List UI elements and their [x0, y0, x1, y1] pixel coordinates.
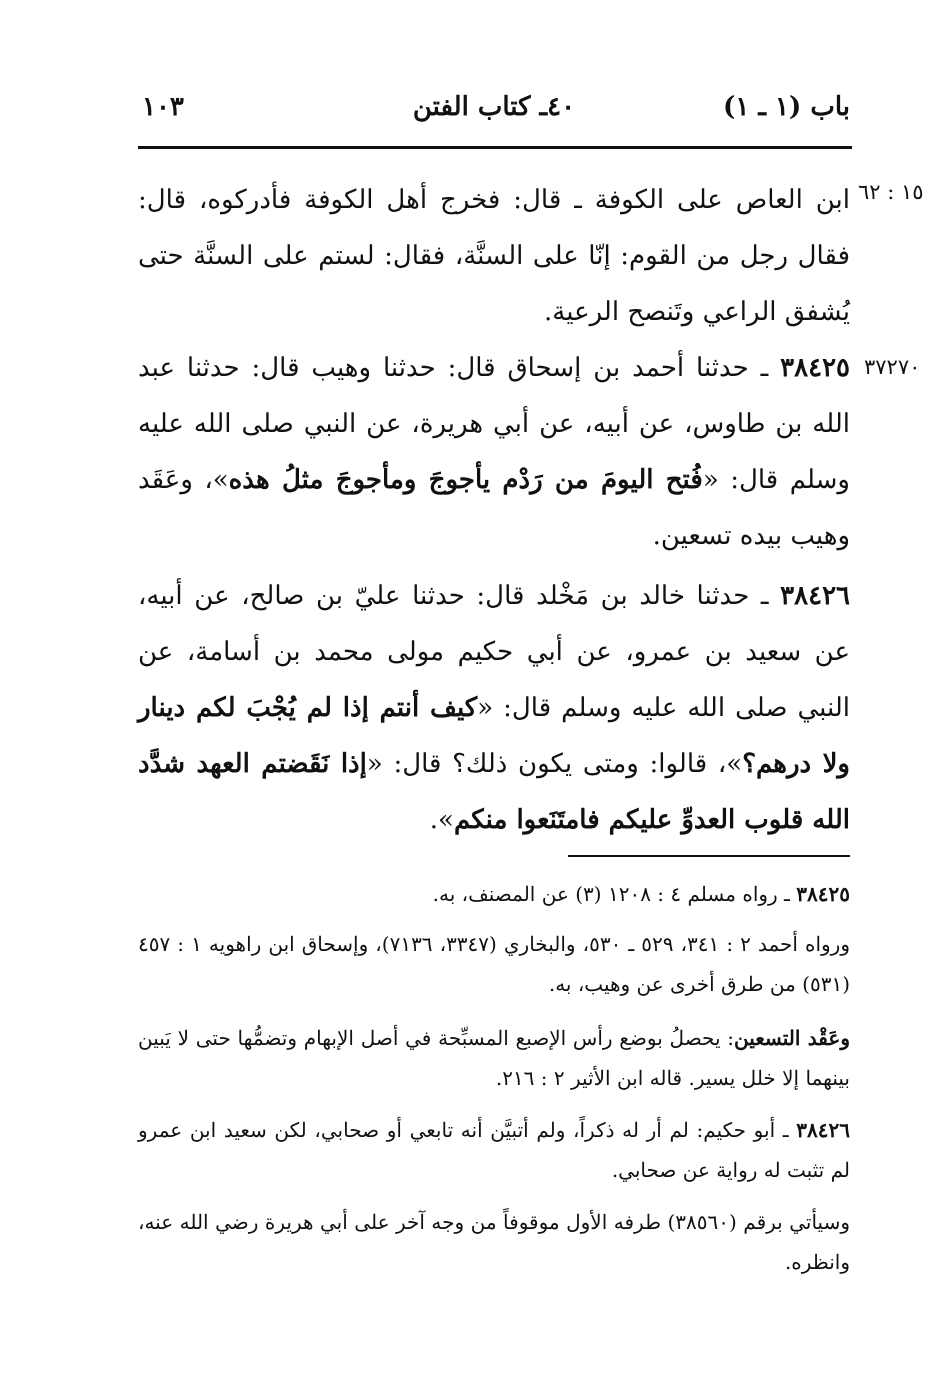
footnote-3	[138, 1018, 850, 1098]
margin-reference-2: ٣٧٢٧٠	[864, 355, 921, 379]
hadith-number: ٣٨٤٢٦	[780, 581, 850, 611]
hadith-38425	[138, 340, 850, 564]
hadith-38426	[138, 568, 850, 848]
paragraph-continuation: ابن العاص على الكوفة ـ قال: فخرج أهل الكوفة فأدركوه، قال: فقال رجل من القوم: إنّا على السنَّة، فقال: لستم على السنَّة حتى يُشفق الراعي وتَنصح الرعية.	[138, 185, 851, 327]
hadith-text: »، قالوا: ومتى يكون ذلك؟ قال: «	[366, 749, 743, 779]
footnote-4	[138, 1110, 850, 1190]
hadith-text: ».	[429, 805, 454, 835]
book-title: ٤٠ـ كتاب الفتن	[412, 92, 576, 122]
page-header	[138, 92, 850, 138]
footnote-number: ٣٨٤٢٦	[796, 1118, 850, 1142]
header-rule	[138, 146, 852, 149]
footnote-text: : يحصلُ بوضع رأس الإصبع المسبِّحة في أصل الإبهام وتضمُّها حتى لا يَبين بينهما إلا خلل يسير. قاله ابن الأثير ٢ : ٢١٦.	[138, 1026, 850, 1090]
page-number: ١٠٣	[142, 92, 184, 122]
footnote-number: ٣٨٤٢٥	[796, 882, 850, 906]
footnote-text: ـ رواه مسلم ٤ : ١٢٠٨ (٣) عن المصنف، به.	[432, 882, 797, 906]
hadith-number: ٣٨٤٢٥	[780, 353, 850, 383]
chapter-title: باب (١ ـ ١)	[723, 92, 850, 122]
footnote-term: وعَقْد التسعين	[734, 1026, 851, 1050]
footnote-rule	[568, 855, 850, 857]
hadith-text: »، وعَقَد وهيب بيده تسعين.	[138, 465, 850, 551]
margin-reference-1: ١٥ : ٦٢	[858, 180, 924, 204]
footnote-2: ورواه أحمد ٢ : ٣٤١، ٥٢٩ ـ ٥٣٠، والبخاري (٣٣٤٧، ٧١٣٦)، وإسحاق ابن راهويه ١ : ٤٥٧ (٥٣١) من طرق أخرى عن وهيب، به.	[138, 932, 850, 996]
footnote-1	[138, 874, 850, 914]
hadith-quote: كيف أنتم إذا لم يُجْبَ لكم دينار ولا درهم؟	[138, 693, 850, 779]
hadith-quote: إذا نَقَضتم العهد شدَّد الله قلوب العدوِّ عليكم فامتَنَعوا منكم	[138, 749, 850, 835]
hadith-text: ـ حدثنا أحمد بن إسحاق قال: حدثنا وهيب قال: حدثنا عبد الله بن طاوس، عن أبيه، عن أبي هريرة، عن النبي صلى الله عليه وسلم قال: «	[138, 353, 850, 495]
footnote-text: ـ أبو حكيم: لم أر له ذكراً، ولم أتبيَّن أنه تابعي أو صحابي، لكن سعيد ابن عمرو لم تثبت له رواية عن صحابي.	[138, 1118, 850, 1182]
hadith-text: ـ حدثنا خالد بن مَخْلد قال: حدثنا عليّ بن صالح، عن أبيه، عن سعيد بن عمرو، عن أبي حكيم مولى محمد بن أسامة، عن النبي صلى الله عليه وسلم قال: «	[138, 581, 850, 723]
footnote-5: وسيأتي برقم (٣٨٥٦٠) طرفه الأول موقوفاً من وجه آخر على أبي هريرة رضي الله عنه، وانظره.	[138, 1210, 850, 1274]
hadith-quote: فُتح اليومَ من رَدْم يأجوجَ ومأجوجَ مثلُ هذه	[228, 465, 703, 495]
